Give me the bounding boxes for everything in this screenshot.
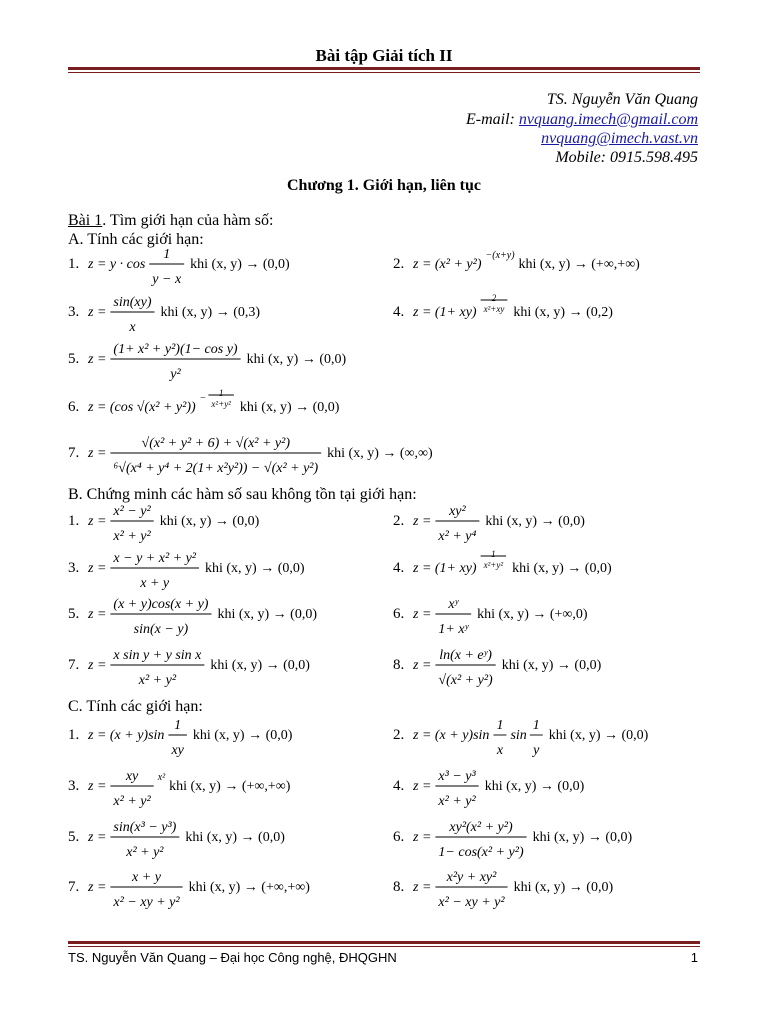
C2-number: 2. <box>393 727 405 743</box>
A6-exponent: − <box>199 393 207 404</box>
A5-number: 5. <box>68 351 80 367</box>
C8-number: 8. <box>393 879 405 895</box>
C3-limit: khi (x, y) → (+∞,+∞) <box>169 779 291 794</box>
B8-number: 8. <box>393 657 405 673</box>
A6-formula-prefix: z = (cos √(x² + y²)) <box>88 400 196 415</box>
B5-formula-prefix: z = <box>88 607 107 622</box>
B8-formula-prefix: z = <box>413 658 432 673</box>
A5-formula-prefix: z = <box>88 352 107 367</box>
A2-limit: khi (x, y) → (+∞,+∞) <box>518 257 640 272</box>
B6-number: 6. <box>393 606 405 622</box>
B3-formula-prefix: z = <box>88 561 107 576</box>
A7-formula-prefix: z = <box>88 446 107 461</box>
C7-formula-prefix: z = <box>88 880 107 895</box>
B7-denominator: x² + y² <box>138 673 177 688</box>
exercise-text: . Tìm giới hạn của hàm số: <box>102 212 274 229</box>
B3-number: 3. <box>68 560 80 576</box>
B8-numerator: ln(x + eʸ) <box>439 648 492 663</box>
A1-denominator: y − x <box>152 272 182 287</box>
C1-denominator: xy <box>171 743 184 758</box>
A4-exp-denominator: x²+xy <box>483 304 505 314</box>
A6-exp-numerator: 1 <box>218 388 224 398</box>
A4-formula-prefix: z = (1+ xy) <box>413 305 477 320</box>
C1-formula-prefix: z = (x + y)sin <box>88 728 165 743</box>
A2-exponent: −(x+y) <box>485 250 515 261</box>
B5-limit: khi (x, y) → (0,0) <box>217 607 318 622</box>
section-b-heading: B. Chứng minh các hàm số sau không tồn tại giới hạn: <box>68 486 417 503</box>
A7-denominator: ⁶√(x⁴ + y⁴ + 2(1+ x²y²)) − √(x² + y²) <box>113 461 319 476</box>
C2-formula-prefix: z = (x + y)sin <box>413 728 490 743</box>
A7-number: 7. <box>68 445 80 461</box>
A7-limit: khi (x, y) → (∞,∞) <box>327 446 433 461</box>
C4-numerator: x³ − y³ <box>438 769 476 784</box>
C4-formula-prefix: z = <box>413 779 432 794</box>
C2-denominator: x <box>496 743 504 758</box>
B5-denominator: sin(x − y) <box>133 622 189 637</box>
section-a-heading: A. Tính các giới hạn: <box>68 231 204 248</box>
B5-numerator: (x + y)cos(x + y) <box>113 597 209 612</box>
A7-numerator: √(x² + y² + 6) + √(x² + y²) <box>141 436 291 451</box>
email-link-1[interactable]: nvquang.imech@gmail.com <box>518 111 698 128</box>
C7-numerator: x + y <box>132 870 161 885</box>
A3-formula-prefix: z = <box>88 305 107 320</box>
B8-denominator: √(x² + y²) <box>438 673 493 688</box>
C8-denominator: x² − xy + y² <box>438 895 505 910</box>
C3-denominator: x² + y² <box>113 794 151 809</box>
A4-number: 4. <box>393 304 405 320</box>
C6-denominator: 1− cos(x² + y²) <box>438 845 524 860</box>
email-link-2[interactable]: nvquang@imech.vast.vn <box>541 130 698 147</box>
C5-formula-prefix: z = <box>88 830 107 845</box>
A5-denominator: y² <box>170 367 181 382</box>
footer-text: TS. Nguyễn Văn Quang – Đại học Công nghệ, ĐHQGHN <box>68 950 397 965</box>
B4-exp-denominator: x²+y² <box>483 560 504 570</box>
C3-exponent: x² <box>157 772 166 783</box>
C5-denominator: x² + y² <box>126 845 164 860</box>
footer-rule-thin <box>68 946 700 947</box>
B1-denominator: x² + y² <box>113 529 151 544</box>
A3-limit: khi (x, y) → (0,3) <box>160 305 261 320</box>
A5-limit: khi (x, y) → (0,0) <box>246 352 347 367</box>
C8-formula-prefix: z = <box>413 880 432 895</box>
C1-limit: khi (x, y) → (0,0) <box>192 728 293 743</box>
chapter-title: Chương 1. Giới hạn, liên tục <box>286 177 482 194</box>
C5-numerator: sin(x³ − y³) <box>113 820 177 835</box>
A1-limit: khi (x, y) → (0,0) <box>190 257 290 272</box>
A2-formula-prefix: z = (x² + y²) <box>413 257 482 272</box>
author-mobile: Mobile: 0915.598.495 <box>555 149 698 166</box>
author-name: TS. Nguyễn Văn Quang <box>546 91 698 108</box>
B7-number: 7. <box>68 657 80 673</box>
C1-numerator: 1 <box>174 718 182 733</box>
A5-numerator: (1+ x² + y²)(1− cos y) <box>113 342 238 357</box>
B6-numerator: xʸ <box>448 597 459 612</box>
C6-number: 6. <box>393 829 405 845</box>
C2-formula-mid: sin <box>510 728 527 743</box>
C3-formula-prefix: z = <box>88 779 107 794</box>
footer-rule-thick <box>68 941 700 944</box>
B1-limit: khi (x, y) → (0,0) <box>159 514 260 529</box>
C8-limit: khi (x, y) → (0,0) <box>513 880 614 895</box>
section-c-heading: C. Tính các giới hạn: <box>68 698 203 715</box>
B1-formula-prefix: z = <box>88 514 107 529</box>
C3-number: 3. <box>68 778 80 794</box>
C3-numerator: xy <box>125 769 139 784</box>
A4-limit: khi (x, y) → (0,2) <box>513 305 613 320</box>
B6-formula-prefix: z = <box>413 607 432 622</box>
B2-numerator: xy² <box>449 504 466 519</box>
C6-limit: khi (x, y) → (0,0) <box>532 830 633 845</box>
B4-formula-prefix: z = (1+ xy) <box>413 561 477 576</box>
C6-formula-prefix: z = <box>413 830 432 845</box>
A3-numerator: sin(xy) <box>113 295 152 310</box>
B1-numerator: x² − y² <box>113 504 151 519</box>
B7-formula-prefix: z = <box>88 658 107 673</box>
B7-numerator: x sin y + y sin x <box>113 648 202 663</box>
B7-limit: khi (x, y) → (0,0) <box>210 658 310 673</box>
A6-limit: khi (x, y) → (0,0) <box>239 400 340 415</box>
C4-limit: khi (x, y) → (0,0) <box>484 779 585 794</box>
A3-denominator: x <box>129 320 136 335</box>
B8-limit: khi (x, y) → (0,0) <box>501 658 602 673</box>
B3-limit: khi (x, y) → (0,0) <box>205 561 305 576</box>
C4-number: 4. <box>393 778 405 794</box>
B2-denominator: x² + y⁴ <box>438 529 477 544</box>
B6-limit: khi (x, y) → (+∞,0) <box>477 607 588 622</box>
B3-denominator: x + y <box>140 576 170 591</box>
A4-exp-numerator: 2 <box>491 293 497 303</box>
B6-denominator: 1+ xʸ <box>438 622 469 637</box>
C2-2-numerator: 1 <box>532 718 540 733</box>
C6-numerator: xy²(x² + y²) <box>449 820 513 835</box>
B4-number: 4. <box>393 560 405 576</box>
B2-formula-prefix: z = <box>413 514 432 529</box>
B2-limit: khi (x, y) → (0,0) <box>485 514 585 529</box>
B2-number: 2. <box>393 513 405 529</box>
A6-number: 6. <box>68 399 80 415</box>
C7-limit: khi (x, y) → (+∞,+∞) <box>188 880 310 895</box>
B1-number: 1. <box>68 513 80 529</box>
C5-number: 5. <box>68 829 80 845</box>
exercise-label: Bài 1 <box>68 212 103 229</box>
A2-number: 2. <box>393 256 405 272</box>
C4-denominator: x² + y² <box>438 794 476 809</box>
B5-number: 5. <box>68 606 80 622</box>
A1-number: 1. <box>68 256 80 272</box>
C7-number: 7. <box>68 879 80 895</box>
B4-exp-numerator: 1 <box>491 549 496 559</box>
C2-2-denominator: y <box>533 743 540 758</box>
C5-limit: khi (x, y) → (0,0) <box>185 830 285 845</box>
C2-numerator: 1 <box>496 718 504 733</box>
page-title: Bài tập Giải tích II <box>315 46 453 65</box>
C7-denominator: x² − xy + y² <box>113 895 180 910</box>
page-number: 1 <box>690 950 698 965</box>
C2-limit: khi (x, y) → (0,0) <box>548 728 649 743</box>
A6-exp-denominator: x²+y² <box>211 399 231 409</box>
B3-numerator: x − y + x² + y² <box>113 551 196 566</box>
C1-number: 1. <box>68 727 80 743</box>
email-label: E-mail: <box>466 111 519 128</box>
C8-numerator: x²y + xy² <box>446 870 497 885</box>
A1-formula-prefix: z = y · cos <box>88 257 146 272</box>
B4-limit: khi (x, y) → (0,0) <box>512 561 612 576</box>
A1-numerator: 1 <box>163 247 171 262</box>
A3-number: 3. <box>68 304 80 320</box>
